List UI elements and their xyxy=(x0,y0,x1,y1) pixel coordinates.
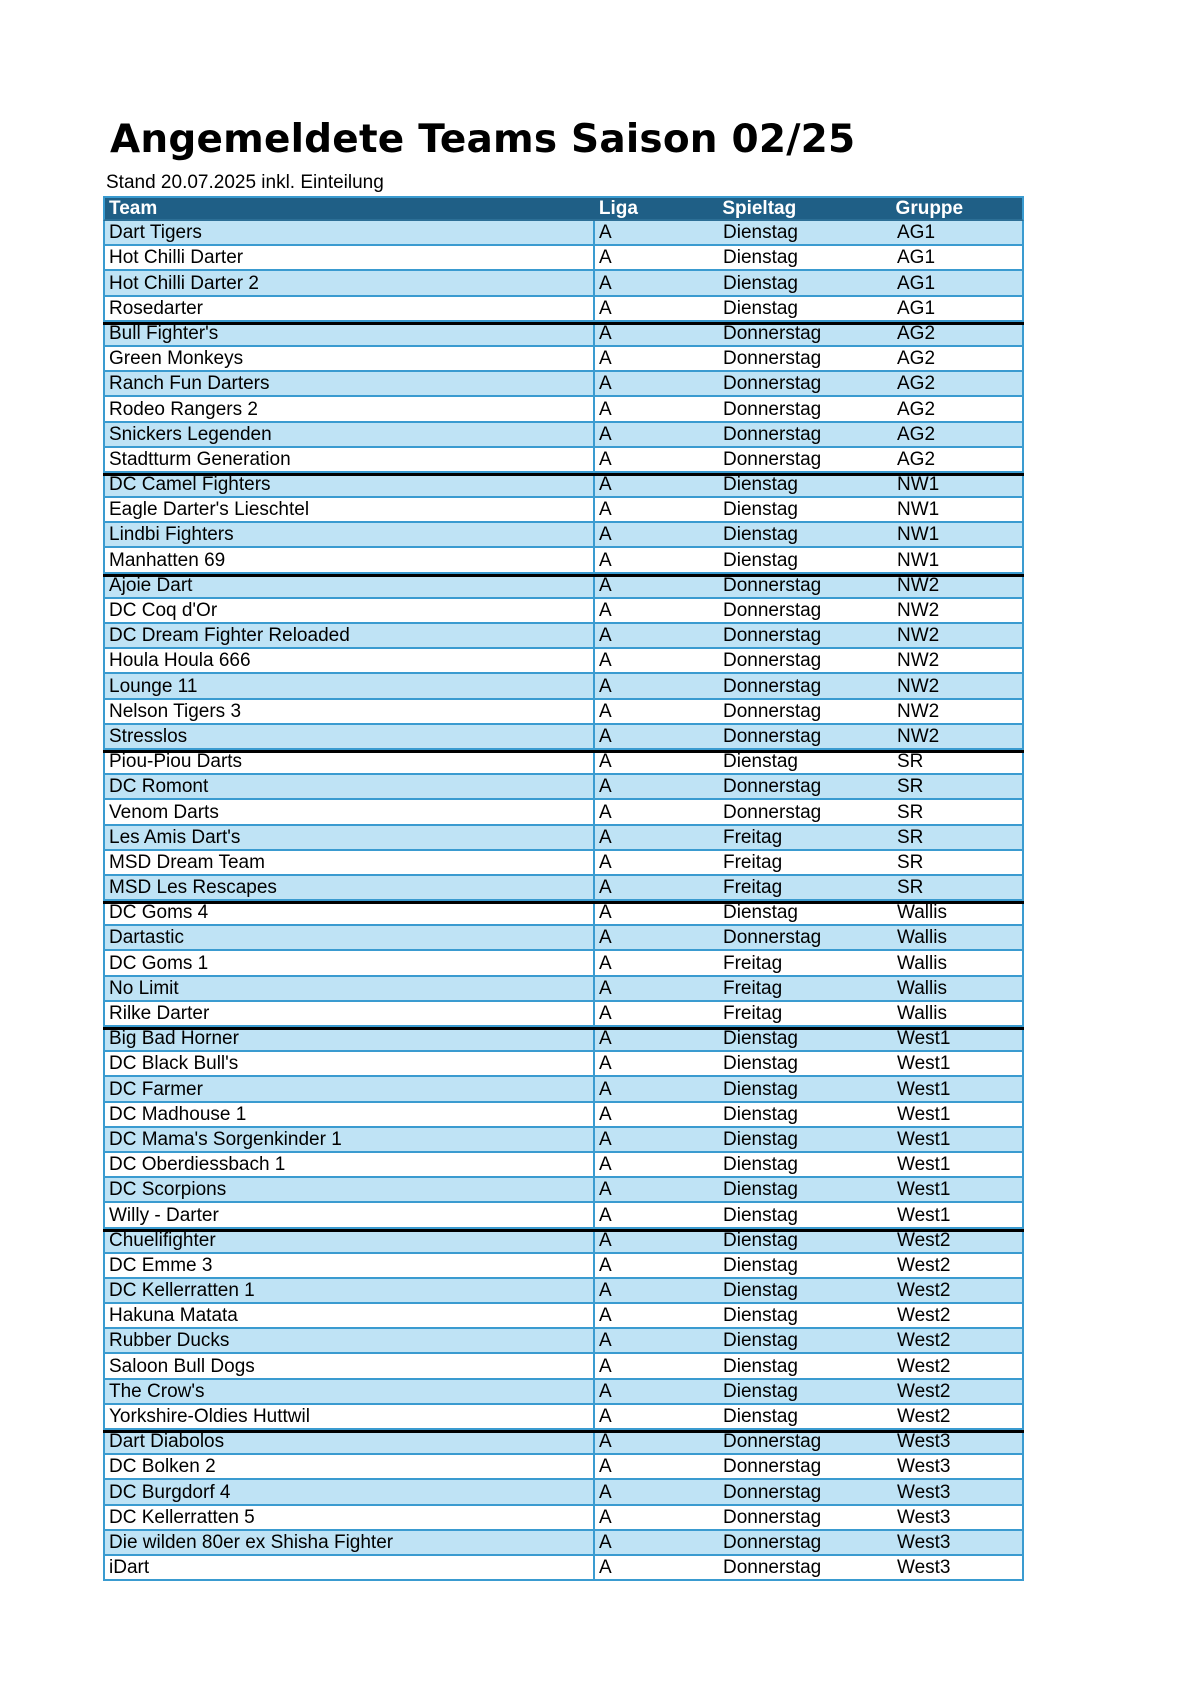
team-cell: Hakuna Matata xyxy=(103,1304,595,1327)
team-cell: Big Bad Horner xyxy=(103,1030,595,1050)
spieltag-cell: Dienstag xyxy=(723,524,798,546)
spieltag-cell: Donnerstag xyxy=(723,324,822,344)
spieltag-cell: Donnerstag xyxy=(723,1557,822,1579)
team-cell: DC Madhouse 1 xyxy=(103,1103,595,1126)
team-cell: No Limit xyxy=(103,977,595,1000)
spieltag-cell: Dienstag xyxy=(723,247,798,269)
liga-cell: A xyxy=(599,1179,612,1201)
table-row xyxy=(103,372,1024,397)
table-row xyxy=(103,1405,1024,1430)
liga-cell: A xyxy=(599,1531,612,1553)
team-cell: DC Emme 3 xyxy=(103,1254,595,1277)
gruppe-cell: NW1 xyxy=(897,548,1024,571)
liga-cell: A xyxy=(599,826,612,848)
liga-cell: A xyxy=(599,448,612,470)
spieltag-cell: Dienstag xyxy=(723,1154,798,1176)
spieltag-cell: Dienstag xyxy=(723,1030,798,1050)
liga-cell: A xyxy=(599,1481,612,1503)
table-row xyxy=(103,397,1024,422)
table-row xyxy=(103,1128,1024,1153)
gruppe-cell: West1 xyxy=(897,1077,1024,1100)
gruppe-cell: AG2 xyxy=(897,372,1024,395)
header-liga: Liga xyxy=(598,198,638,219)
spieltag-cell: Donnerstag xyxy=(723,927,822,949)
team-cell: Bull Fighter's xyxy=(103,325,595,345)
table-row xyxy=(103,1531,1024,1556)
team-cell: DC Goms 1 xyxy=(103,951,595,974)
team-cell: Stresslos xyxy=(103,725,595,748)
gruppe-cell: West2 xyxy=(897,1329,1024,1352)
liga-cell: A xyxy=(599,904,612,924)
spieltag-cell: Dienstag xyxy=(723,1305,798,1327)
team-cell: Rilke Darter xyxy=(103,1002,595,1025)
spieltag-cell: Donnerstag xyxy=(723,348,822,370)
gruppe-cell: SR xyxy=(897,753,1024,773)
table-row xyxy=(103,1304,1024,1329)
gruppe-cell: AG1 xyxy=(897,246,1024,269)
team-cell: Venom Darts xyxy=(103,800,595,823)
gruppe-cell: NW1 xyxy=(897,523,1024,546)
liga-cell: A xyxy=(599,977,612,999)
liga-cell: A xyxy=(599,324,612,344)
gruppe-cell: Wallis xyxy=(897,951,1024,974)
liga-cell: A xyxy=(599,927,612,949)
table-row xyxy=(103,1455,1024,1480)
table-row xyxy=(103,1506,1024,1531)
gruppe-cell: AG1 xyxy=(897,221,1024,244)
spieltag-cell: Donnerstag xyxy=(723,600,822,621)
spieltag-cell: Dienstag xyxy=(723,1078,798,1100)
liga-cell: A xyxy=(599,1456,612,1478)
gruppe-cell: Wallis xyxy=(897,977,1024,1000)
table-body xyxy=(103,221,1024,1581)
liga-cell: A xyxy=(599,1003,612,1024)
gruppe-cell: West2 xyxy=(897,1354,1024,1377)
table-row xyxy=(103,1480,1024,1505)
table-row xyxy=(103,725,1024,750)
table-row xyxy=(103,498,1024,523)
table-row xyxy=(103,1203,1024,1228)
spieltag-cell: Donnerstag xyxy=(723,373,822,395)
spieltag-cell: Dienstag xyxy=(723,1179,798,1201)
spieltag-cell: Donnerstag xyxy=(723,625,822,647)
table-row xyxy=(103,246,1024,271)
liga-cell: A xyxy=(599,1355,612,1377)
team-cell: The Crow's xyxy=(103,1380,595,1403)
liga-cell: A xyxy=(599,549,612,571)
table-row xyxy=(103,1329,1024,1354)
team-cell: Manhatten 69 xyxy=(103,548,595,571)
table-row xyxy=(103,473,1024,498)
liga-cell: A xyxy=(599,675,612,697)
liga-cell: A xyxy=(599,222,612,244)
header-spieltag: Spieltag xyxy=(722,198,797,219)
liga-cell: A xyxy=(599,1254,612,1276)
gruppe-cell: West1 xyxy=(897,1103,1024,1126)
gruppe-cell: AG2 xyxy=(897,448,1024,471)
liga-cell: A xyxy=(599,423,612,445)
gruppe-cell: NW2 xyxy=(897,599,1024,622)
gruppe-cell: West1 xyxy=(897,1178,1024,1201)
spieltag-cell: Donnerstag xyxy=(723,675,822,697)
team-cell: Rodeo Rangers 2 xyxy=(103,397,595,420)
spieltag-cell: Donnerstag xyxy=(723,423,822,445)
team-cell: Ranch Fun Darters xyxy=(103,372,595,395)
gruppe-cell: SR xyxy=(897,800,1024,823)
team-cell: DC Romont xyxy=(103,775,595,798)
gruppe-cell: AG2 xyxy=(897,397,1024,420)
gruppe-cell: AG1 xyxy=(897,271,1024,294)
liga-cell: A xyxy=(599,1557,612,1579)
gruppe-cell: West1 xyxy=(897,1203,1024,1226)
liga-cell: A xyxy=(599,725,612,747)
spieltag-cell: Dienstag xyxy=(723,1231,798,1251)
spieltag-cell: Dienstag xyxy=(723,549,798,571)
spieltag-cell: Freitag xyxy=(723,977,783,999)
team-cell: Chuelifighter xyxy=(103,1232,595,1252)
gruppe-cell: Wallis xyxy=(897,904,1024,924)
spieltag-cell: Donnerstag xyxy=(723,650,822,672)
table-row xyxy=(103,1354,1024,1379)
team-cell: DC Bolken 2 xyxy=(103,1455,595,1478)
liga-cell: A xyxy=(599,776,612,798)
team-cell: Piou-Piou Darts xyxy=(103,753,595,773)
liga-cell: A xyxy=(599,625,612,647)
spieltag-cell: Donnerstag xyxy=(723,1433,822,1453)
gruppe-cell: NW2 xyxy=(897,577,1024,597)
spieltag-cell: Dienstag xyxy=(723,1355,798,1377)
spieltag-cell: Freitag xyxy=(723,851,783,873)
team-cell: DC Scorpions xyxy=(103,1178,595,1201)
table-row xyxy=(103,271,1024,296)
gruppe-cell: West1 xyxy=(897,1128,1024,1151)
gruppe-cell: Wallis xyxy=(897,926,1024,949)
team-cell: Snickers Legenden xyxy=(103,423,595,446)
spieltag-cell: Donnerstag xyxy=(723,448,822,470)
liga-cell: A xyxy=(599,1506,612,1528)
spieltag-cell: Dienstag xyxy=(723,904,798,924)
gruppe-cell: West3 xyxy=(897,1433,1024,1453)
gruppe-cell: SR xyxy=(897,826,1024,849)
liga-cell: A xyxy=(599,499,612,521)
gruppe-cell: West3 xyxy=(897,1531,1024,1554)
team-cell: Yorkshire-Oldies Huttwil xyxy=(103,1405,595,1428)
table-row xyxy=(103,1178,1024,1203)
page-title: Angemeldete Teams Saison 02/25 xyxy=(110,117,856,162)
gruppe-cell: West3 xyxy=(897,1480,1024,1503)
table-row xyxy=(103,674,1024,699)
team-cell: iDart xyxy=(103,1556,595,1579)
gruppe-cell: SR xyxy=(897,851,1024,874)
liga-cell: A xyxy=(599,877,612,899)
gruppe-cell: West2 xyxy=(897,1279,1024,1302)
table-row xyxy=(103,221,1024,246)
team-cell: DC Oberdiessbach 1 xyxy=(103,1153,595,1176)
gruppe-cell: NW1 xyxy=(897,476,1024,496)
liga-cell: A xyxy=(599,576,612,596)
table-row xyxy=(103,851,1024,876)
table-row xyxy=(103,800,1024,825)
team-cell: Rosedarter xyxy=(103,297,595,320)
gruppe-cell: NW2 xyxy=(897,700,1024,723)
table-row xyxy=(103,926,1024,951)
gruppe-cell: NW2 xyxy=(897,725,1024,748)
gruppe-cell: NW2 xyxy=(897,674,1024,697)
gruppe-cell: West1 xyxy=(897,1153,1024,1176)
table-row xyxy=(103,775,1024,800)
liga-cell: A xyxy=(599,1231,612,1251)
table-row xyxy=(103,1027,1024,1052)
spieltag-cell: Dienstag xyxy=(723,1406,798,1427)
table-row xyxy=(103,599,1024,624)
spieltag-cell: Donnerstag xyxy=(723,801,822,823)
gruppe-cell: NW2 xyxy=(897,649,1024,672)
table-row xyxy=(103,1380,1024,1405)
team-cell: DC Dream Fighter Reloaded xyxy=(103,624,595,647)
spieltag-cell: Donnerstag xyxy=(723,1506,822,1528)
spieltag-cell: Donnerstag xyxy=(723,1531,822,1553)
table-row xyxy=(103,1153,1024,1178)
spieltag-cell: Dienstag xyxy=(723,1254,798,1276)
table-row xyxy=(103,649,1024,674)
spieltag-cell: Dienstag xyxy=(723,272,798,294)
gruppe-cell: NW2 xyxy=(897,624,1024,647)
page-subtitle: Stand 20.07.2025 inkl. Einteilung xyxy=(106,172,384,193)
liga-cell: A xyxy=(599,752,612,773)
liga-cell: A xyxy=(599,1406,612,1427)
liga-cell: A xyxy=(599,247,612,269)
liga-cell: A xyxy=(599,801,612,823)
team-cell: DC Goms 4 xyxy=(103,904,595,924)
liga-cell: A xyxy=(599,1204,612,1226)
liga-cell: A xyxy=(599,1305,612,1327)
team-cell: DC Coq d'Or xyxy=(103,599,595,622)
table-row xyxy=(103,1002,1024,1027)
liga-cell: A xyxy=(599,1433,612,1453)
team-cell: Saloon Bull Dogs xyxy=(103,1354,595,1377)
spieltag-cell: Freitag xyxy=(723,952,783,974)
gruppe-cell: West3 xyxy=(897,1556,1024,1579)
table-row xyxy=(103,347,1024,372)
table-row xyxy=(103,423,1024,448)
team-cell: Hot Chilli Darter xyxy=(103,246,595,269)
table-row xyxy=(103,901,1024,926)
table-row xyxy=(103,1556,1024,1581)
spieltag-cell: Dienstag xyxy=(723,222,798,244)
team-cell: MSD Les Rescapes xyxy=(103,876,595,899)
gruppe-cell: West3 xyxy=(897,1506,1024,1529)
liga-cell: A xyxy=(599,272,612,294)
header-team: Team xyxy=(109,198,158,219)
table-row xyxy=(103,624,1024,649)
spieltag-cell: Freitag xyxy=(723,877,783,899)
spieltag-cell: Freitag xyxy=(723,1003,783,1024)
table-row xyxy=(103,1254,1024,1279)
team-cell: Ajoie Dart xyxy=(103,577,595,597)
liga-cell: A xyxy=(599,1380,612,1402)
table-row xyxy=(103,826,1024,851)
liga-cell: A xyxy=(599,1128,612,1150)
table-row xyxy=(103,1430,1024,1455)
teams-table xyxy=(103,196,1024,1581)
gruppe-cell: West1 xyxy=(897,1030,1024,1050)
spieltag-cell: Donnerstag xyxy=(723,576,822,596)
liga-cell: A xyxy=(599,851,612,873)
spieltag-cell: Dienstag xyxy=(723,1330,798,1352)
team-cell: Dartastic xyxy=(103,926,595,949)
gruppe-cell: West2 xyxy=(897,1232,1024,1252)
spieltag-cell: Dienstag xyxy=(723,499,798,521)
team-cell: Willy - Darter xyxy=(103,1203,595,1226)
table-row xyxy=(103,1229,1024,1254)
spieltag-cell: Donnerstag xyxy=(723,398,822,420)
spieltag-cell: Dienstag xyxy=(723,1128,798,1150)
team-cell: Eagle Darter's Lieschtel xyxy=(103,498,595,521)
table-row xyxy=(103,876,1024,901)
gruppe-cell: Wallis xyxy=(897,1002,1024,1025)
spieltag-cell: Dienstag xyxy=(723,1053,798,1075)
table-row xyxy=(103,750,1024,775)
liga-cell: A xyxy=(599,373,612,395)
table-row xyxy=(103,951,1024,976)
gruppe-cell: SR xyxy=(897,876,1024,899)
table-row xyxy=(103,1279,1024,1304)
gruppe-cell: NW1 xyxy=(897,498,1024,521)
table-row xyxy=(103,448,1024,473)
team-cell: DC Mama's Sorgenkinder 1 xyxy=(103,1128,595,1151)
gruppe-cell: AG2 xyxy=(897,423,1024,446)
team-cell: Rubber Ducks xyxy=(103,1329,595,1352)
liga-cell: A xyxy=(599,1154,612,1176)
table-row xyxy=(103,574,1024,599)
spieltag-cell: Dienstag xyxy=(723,1103,798,1125)
team-cell: Dart Diabolos xyxy=(103,1433,595,1453)
team-cell: Lounge 11 xyxy=(103,674,595,697)
gruppe-cell: West3 xyxy=(897,1455,1024,1478)
table-row xyxy=(103,523,1024,548)
liga-cell: A xyxy=(599,348,612,370)
gruppe-cell: West1 xyxy=(897,1052,1024,1075)
table-row xyxy=(103,700,1024,725)
table-row xyxy=(103,297,1024,322)
team-cell: Dart Tigers xyxy=(103,221,595,244)
liga-cell: A xyxy=(599,952,612,974)
team-cell: Nelson Tigers 3 xyxy=(103,700,595,723)
liga-cell: A xyxy=(599,1330,612,1352)
team-cell: DC Camel Fighters xyxy=(103,476,595,496)
liga-cell: A xyxy=(599,1053,612,1075)
liga-cell: A xyxy=(599,1103,612,1125)
liga-cell: A xyxy=(599,1280,612,1302)
team-cell: Stadtturm Generation xyxy=(103,448,595,471)
table-row xyxy=(103,1103,1024,1128)
gruppe-cell: AG1 xyxy=(897,297,1024,320)
spieltag-cell: Dienstag xyxy=(723,297,798,319)
team-cell: DC Kellerratten 5 xyxy=(103,1506,595,1529)
spieltag-cell: Dienstag xyxy=(723,1204,798,1226)
team-cell: Houla Houla 666 xyxy=(103,649,595,672)
team-cell: Hot Chilli Darter 2 xyxy=(103,271,595,294)
liga-cell: A xyxy=(599,650,612,672)
team-cell: DC Kellerratten 1 xyxy=(103,1279,595,1302)
team-cell: Die wilden 80er ex Shisha Fighter xyxy=(103,1531,595,1554)
spieltag-cell: Donnerstag xyxy=(723,700,822,722)
liga-cell: A xyxy=(599,297,612,319)
table-row xyxy=(103,548,1024,573)
team-cell: Lindbi Fighters xyxy=(103,523,595,546)
team-cell: DC Burgdorf 4 xyxy=(103,1480,595,1503)
spieltag-cell: Donnerstag xyxy=(723,1481,822,1503)
gruppe-cell: AG2 xyxy=(897,325,1024,345)
gruppe-cell: West2 xyxy=(897,1405,1024,1428)
liga-cell: A xyxy=(599,700,612,722)
team-cell: DC Black Bull's xyxy=(103,1052,595,1075)
gruppe-cell: AG2 xyxy=(897,347,1024,370)
team-cell: Green Monkeys xyxy=(103,347,595,370)
liga-cell: A xyxy=(599,475,612,496)
spieltag-cell: Dienstag xyxy=(723,475,798,496)
gruppe-cell: West2 xyxy=(897,1380,1024,1403)
spieltag-cell: Dienstag xyxy=(723,1280,798,1302)
liga-cell: A xyxy=(599,398,612,420)
team-cell: DC Farmer xyxy=(103,1077,595,1100)
spieltag-cell: Freitag xyxy=(723,826,783,848)
liga-cell: A xyxy=(599,1078,612,1100)
spieltag-cell: Dienstag xyxy=(723,1380,798,1402)
table-row xyxy=(103,977,1024,1002)
liga-cell: A xyxy=(599,524,612,546)
table-row xyxy=(103,322,1024,347)
liga-cell: A xyxy=(599,1030,612,1050)
spieltag-cell: Donnerstag xyxy=(723,725,822,747)
spieltag-cell: Donnerstag xyxy=(723,1456,822,1478)
spieltag-cell: Dienstag xyxy=(723,752,798,773)
team-cell: MSD Dream Team xyxy=(103,851,595,874)
table-row xyxy=(103,1052,1024,1077)
table-header xyxy=(103,196,1024,221)
liga-cell: A xyxy=(599,600,612,621)
team-cell: Les Amis Dart's xyxy=(103,826,595,849)
gruppe-cell: West2 xyxy=(897,1304,1024,1327)
header-gruppe: Gruppe xyxy=(895,198,964,219)
gruppe-cell: SR xyxy=(897,775,1024,798)
table-row xyxy=(103,1077,1024,1102)
spieltag-cell: Donnerstag xyxy=(723,776,822,798)
gruppe-cell: West2 xyxy=(897,1254,1024,1277)
